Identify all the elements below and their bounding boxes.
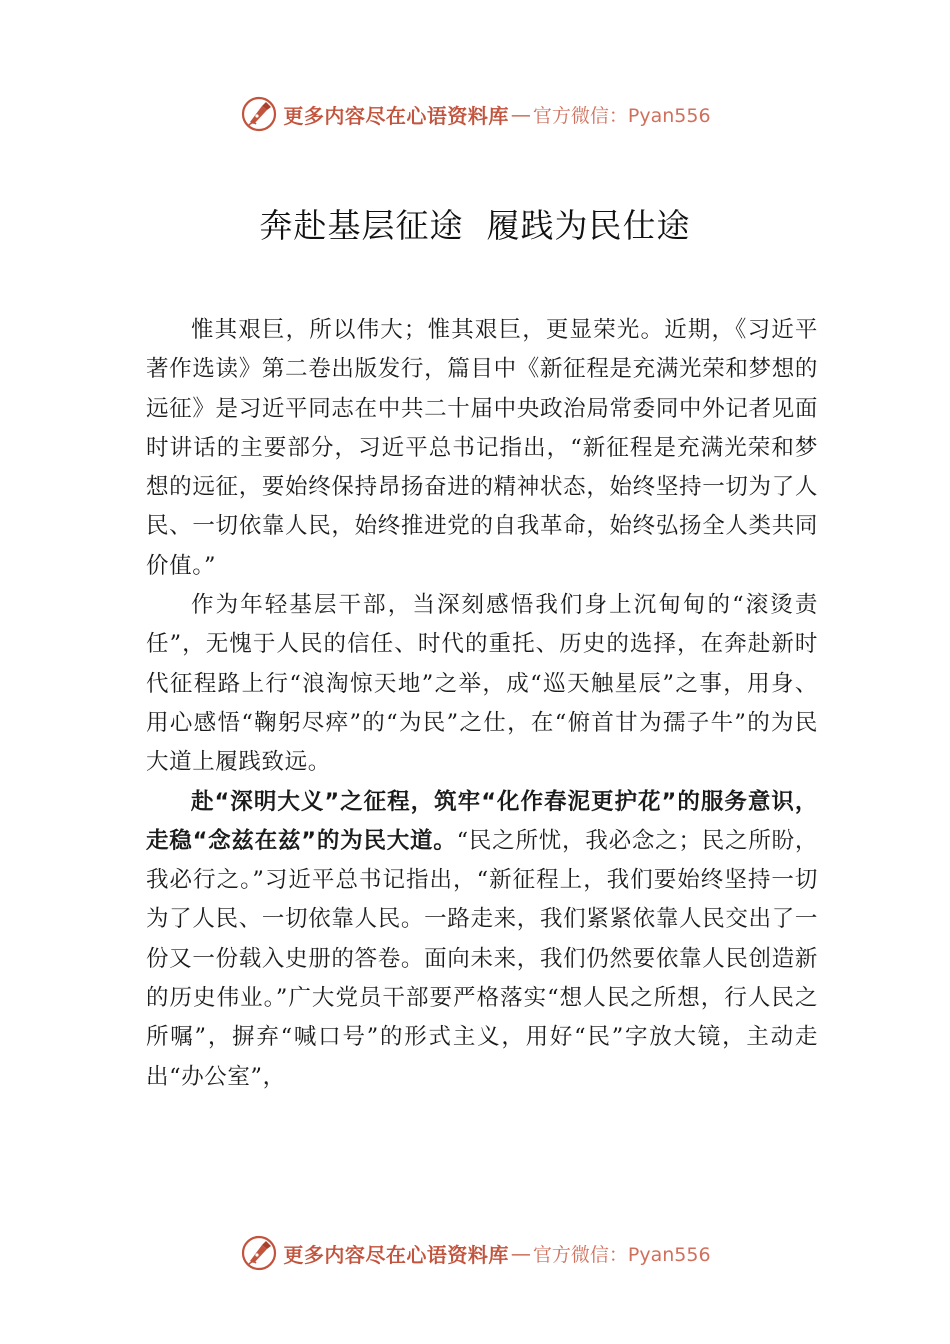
pen-nib-logo-icon (239, 94, 279, 134)
banner-wechat: 官方微信：Pyan556 (532, 104, 711, 127)
paragraph-3-text: “民之所忧，我必念之；民之所盼，我必行之。”习近平总书记指出，“新征程上，我们要始终坚持一切为了人民、一切依靠人民。一路走来，我们紧紧依靠人民交出了一份又一份载入史册的答卷。面向未来，我们仍然要依靠人民创造新的历史伟业。”广大党员干部要严格落实“想人民之所想，行人民之所嘱”，摒弃“喊口号”的形式主义，用好“民”字放大镜，主动走出“办公室”， (146, 827, 818, 1090)
document-body (146, 311, 818, 1097)
banner-separator: — (510, 1241, 531, 1265)
banner-wechat: 官方微信：Pyan556 (532, 1243, 711, 1266)
banner-slogan: 更多内容尽在心语资料库 (283, 1242, 509, 1267)
paragraph-1-text: 惟其艰巨，所以伟大；惟其艰巨，更显荣光。近期，《习近平著作选读》第二卷出版发行，篇目中《新征程是充满光荣和梦想的远征》是习近平同志在中共二十届中央政治局常委同中外记者见面时讲话的主要部分，习近平总书记指出，“新征程是充满光荣和梦想的远征，要始终保持昂扬奋进的精神状态，始终坚持一切为了人民、一切依靠人民，始终推进党的自我革命，始终弘扬全人类共同价值。” (146, 317, 818, 579)
paragraph-3-heading: 赴“深明大义”之征程，筑牢“化作春泥更护花”的服务意识，走稳“念兹在兹”的为民大道。 (146, 788, 818, 854)
footer-banner (0, 1231, 950, 1275)
pen-nib-logo-icon (239, 1233, 279, 1273)
paragraph-2 (146, 586, 818, 782)
banner-separator: — (510, 102, 531, 126)
paragraph-3 (146, 783, 818, 1097)
document-title: 奔赴基层征途 履践为民仕途 (259, 206, 691, 245)
banner-slogan: 更多内容尽在心语资料库 (283, 103, 509, 128)
paragraph-1 (146, 311, 818, 586)
paragraph-2-text: 作为年轻基层干部，当深刻感悟我们身上沉甸甸的“滚烫责任”，无愧于人民的信任、时代的重托、历史的选择，在奔赴新时代征程路上行“浪淘惊天地”之举，成“巡天触星辰”之事，用身、用心感悟“鞠躬尽瘁”的“为民”之仕，在“俯首甘为孺子牛”的为民大道上履践致远。 (146, 592, 818, 776)
header-banner (0, 92, 950, 136)
